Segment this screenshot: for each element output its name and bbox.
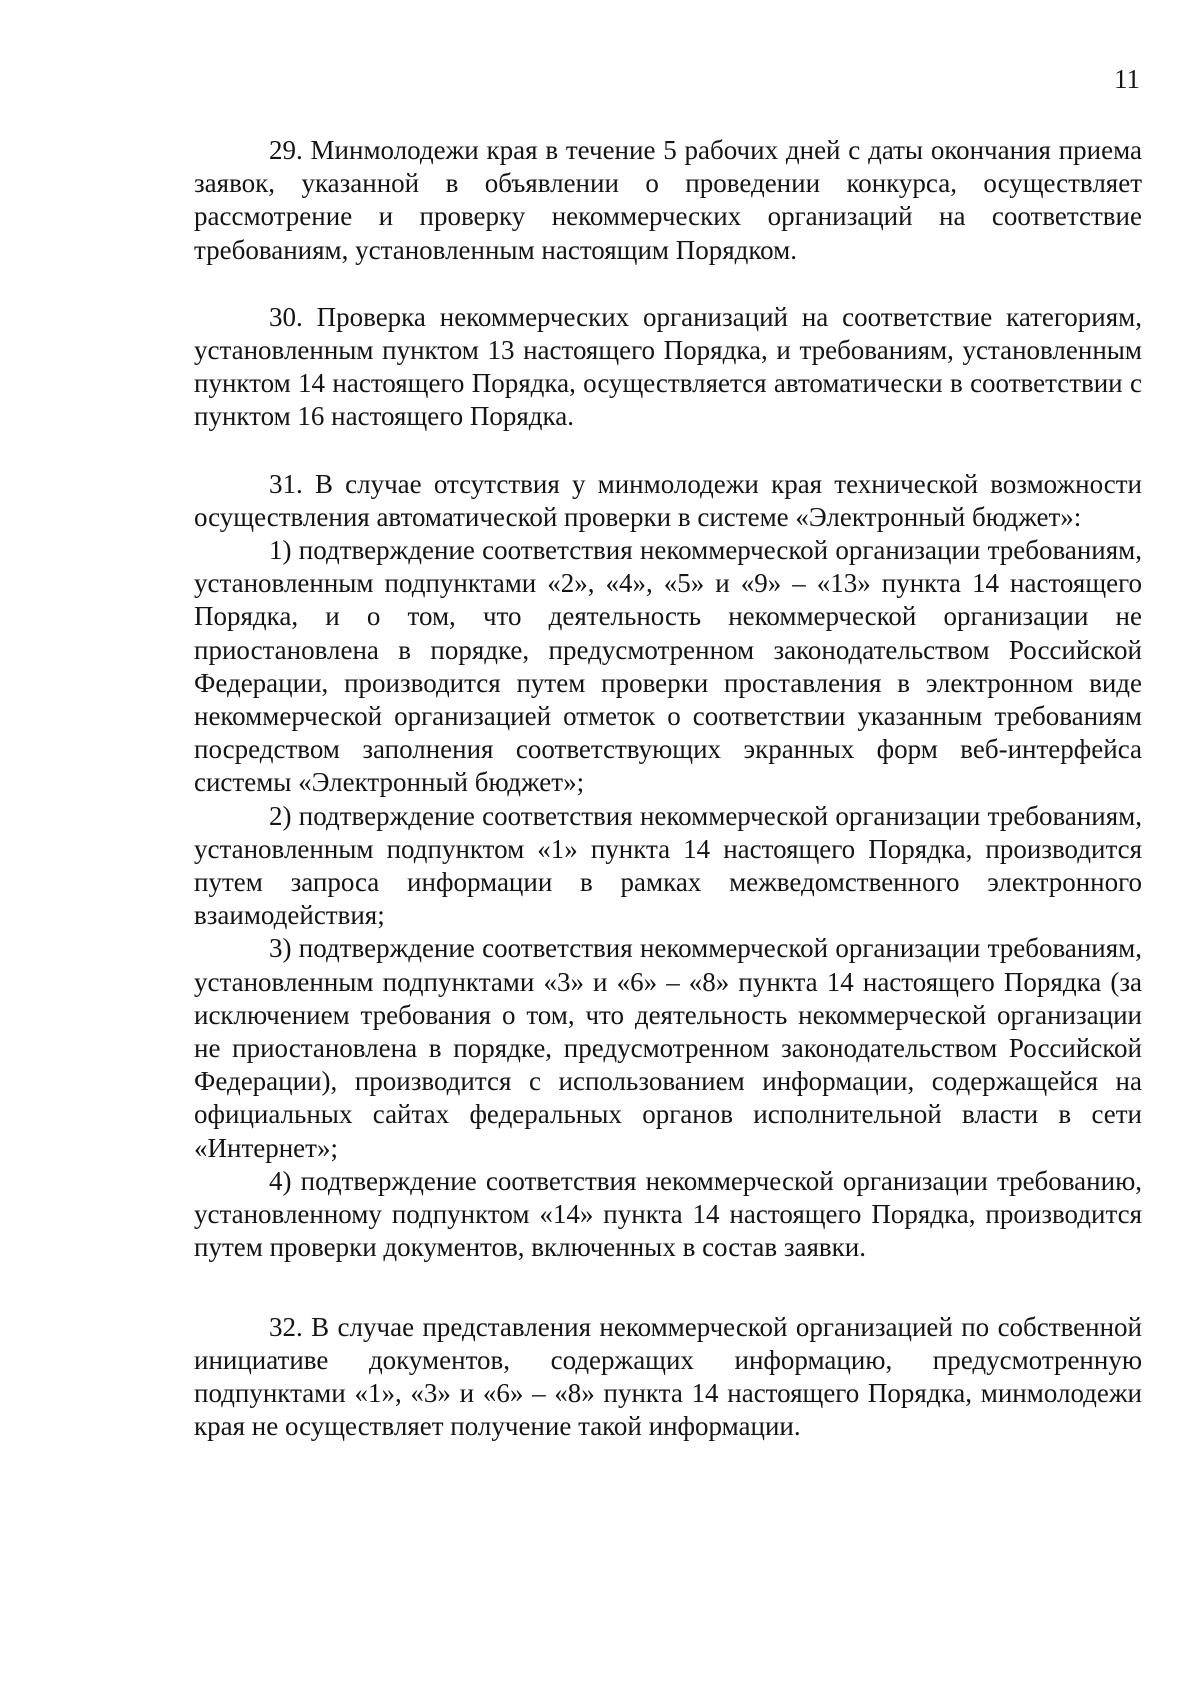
paragraph-32: 32. В случае представления некоммерческой организацией по собственной инициативе документов, содержащих информацию, предусмотренную подпунктами «1», «3» и «6» – «8» пункта 14 настоящего Порядка, минмолодежи края не осуществляет получение такой информации. bbox=[194, 1311, 1142, 1442]
paragraph-31-item-1: 1) подтверждение соответствия некоммерческой организации требованиям, установленным подпунктами «2», «4», «5» и «9» – «13» пункта 14 настоящего Порядка, и о том, что деятельность некоммерческой организации не приостановлена в порядке, предусмотренном законодательством Российской Федерации, производится путем проверки проставления в электронном виде некоммерческой организацией отметок о соответствии указанным требованиям посредством заполнения соответствующих экранных форм веб-интерфейса системы «Электронный бюджет»; bbox=[194, 535, 1142, 798]
paragraph-30: 30. Проверка некоммерческих организаций на соответствие категориям, установленным пунктом 13 настоящего Порядка, и требованиям, установленным пунктом 14 настоящего Порядка, осуществляется автоматически в соответствии с пунктом 16 настоящего Порядка. bbox=[194, 301, 1142, 432]
paragraph-gap bbox=[194, 267, 1142, 301]
document-body bbox=[194, 134, 1142, 1443]
page-number: 11 bbox=[1114, 64, 1140, 94]
paragraph-gap bbox=[194, 434, 1142, 468]
paragraph-31-item-3: 3) подтверждение соответствия некоммерческой организации требованиям, установленным подпунктами «3» и «6» – «8» пункта 14 настоящего Порядка (за исключением требования о том, что деятельность некоммерческой организации не приостановлена в порядке, предусмотренном законодательством Российской Федерации), производится с использованием информации, содержащейся на официальных сайтах федеральных органов исполнительной власти в сети «Интернет»; bbox=[194, 933, 1142, 1163]
paragraph-31-item-4: 4) подтверждение соответствия некоммерческой организации требованию, установленному подпунктом «14» пункта 14 настоящего Порядка, производится путем проверки документов, включенных в состав заявки. bbox=[194, 1165, 1142, 1263]
paragraph-31-item-2: 2) подтверждение соответствия некоммерческой организации требованиям, установленным подпунктом «1» пункта 14 настоящего Порядка, производится путем запроса информации в рамках межведомственного электронного взаимодействия; bbox=[194, 800, 1142, 931]
paragraph-gap bbox=[194, 1265, 1142, 1311]
paragraph-31: 31. В случае отсутствия у минмолодежи края технической возможности осуществления автоматической проверки в системе «Электронный бюджет»: bbox=[194, 468, 1142, 532]
paragraph-29: 29. Минмолодежи края в течение 5 рабочих дней с даты окончания приема заявок, указанной в объявлении о проведении конкурса, осуществляет рассмотрение и проверку некоммерческих организаций на соответствие требованиям, установленным настоящим Порядком. bbox=[194, 135, 1142, 265]
